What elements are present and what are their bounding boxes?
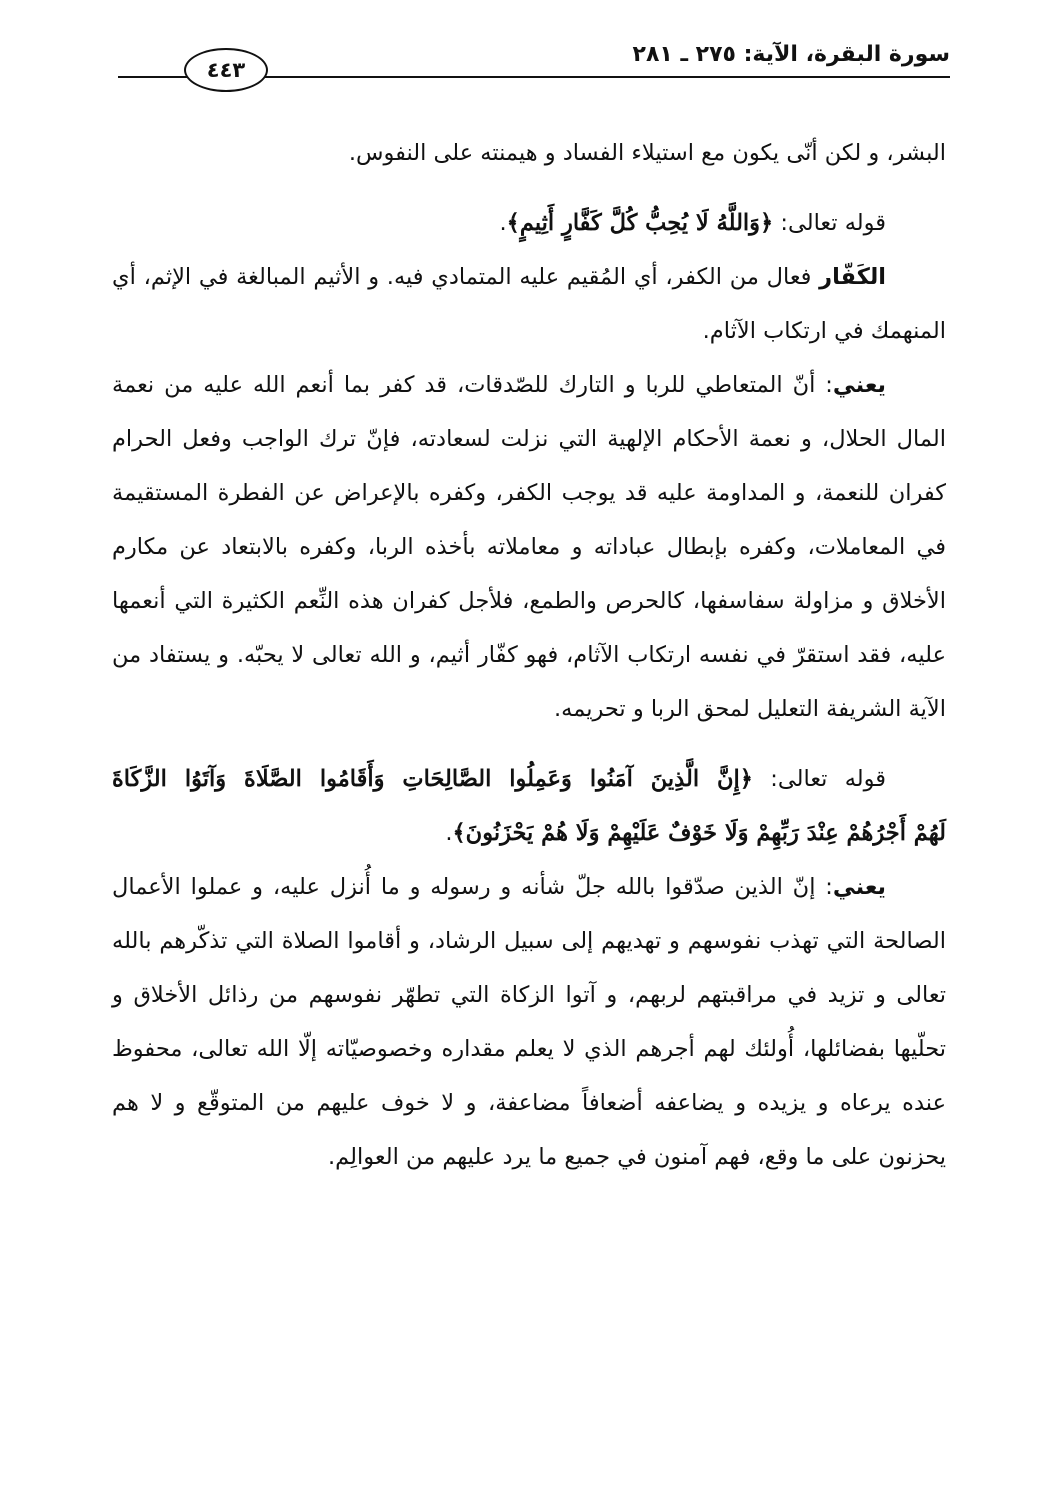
commentary-paragraph — [112, 358, 946, 736]
quran-verse: ﴿وَاللَّهُ لَا يُحِبُّ كُلَّ كَفَّارٍ أَثِيمٍ﴾ — [506, 210, 774, 236]
defined-term: الكَفّار — [819, 264, 886, 290]
page-number: ٤٤٣ — [184, 48, 268, 92]
verse-intro: قوله تعالى: — [773, 210, 886, 236]
verse-paragraph-2 — [112, 752, 946, 806]
page-header — [118, 38, 950, 84]
commentary-label: يعني — [832, 372, 886, 398]
commentary-paragraph-2 — [112, 860, 946, 1184]
page-body — [112, 126, 946, 1184]
verse-intro-2: قوله تعالى: — [753, 766, 887, 792]
verse-paragraph — [112, 196, 946, 250]
commentary-label-2: يعني — [832, 874, 886, 900]
paragraph-text: البشر، و لكن أنّى يكون مع استيلاء الفساد و هيمنته على النفوس. — [348, 140, 946, 166]
verse-paragraph-2-cont — [112, 806, 946, 860]
verse-end-2: . — [445, 820, 453, 846]
verse-end: . — [499, 210, 507, 236]
quran-verse-2-line-1: ﴿إِنَّ الَّذِينَ آمَنُوا وَعَمِلُوا الصَّالِحَاتِ وَأَقَامُوا الصَّلَاةَ وَآتَوُا الزَّكَاةَ — [112, 766, 753, 792]
commentary-text: : أنّ المتعاطي للربا و التارك للصّدقات، قد كفر بما أنعم الله عليه من نعمة المال الحلال، و نعمة الأحكام الإلهية التي نزلت لسعادته، فإنّ ترك الواجب وفعل الحرام كفران للنعمة، و المداومة عليه قد يوجب الكفر، وكفره بالإعراض عن الفطرة المستقيمة في المعاملات، وكفره بإبطال عباداته و معاملاته بأخذه الربا، وكفره بالابتعاد عن مكارم الأخلاق و مزاولة سفاسفها، كالحرص والطمع، فلأجل كفران هذه النِّعم الكثيرة التي أنعمها عليه، فقد استقرّ في نفسه ارتكاب الآثام، فهو كفّار أثيم، و الله تعالى لا يحبّه. و يستفاد من الآية الشريفة التعليل لمحق الربا و تحريمه. — [112, 372, 946, 722]
commentary-text-2: : إنّ الذين صدّقوا بالله جلّ شأنه و رسوله و ما أُنزل عليه، و عملوا الأعمال الصالحة التي تهذب نفوسهم و تهديهم إلى سبيل الرشاد، و أقاموا الصلاة التي تذكّرهم بالله تعالى و تزيد في مراقبتهم لربهم، و آتوا الزكاة التي تطهّر نفوسهم من رذائل الأخلاق و تحلّيها بفضائلها، أُولئك لهم أجرهم الذي لا يعلم مقداره وخصوصيّاته إلّا الله تعالى، محفوظ عنده يرعاه و يزيده و يضاعفه أضعافاً مضاعفة، و لا خوف عليهم من المتوقّع و لا هم يحزنون على ما وقع، فهم آمنون في جميع ما يرد عليهم من العوالِم. — [112, 874, 946, 1170]
paragraph-continuation — [112, 126, 946, 180]
quran-verse-2-line-2: لَهُمْ أَجْرُهُمْ عِنْدَ رَبِّهِمْ وَلَا خَوْفٌ عَلَيْهِمْ وَلَا هُمْ يَحْزَنُونَ﴾ — [452, 820, 946, 846]
definition-paragraph — [112, 250, 946, 358]
running-title: سورة البقرة، الآية: ٢٧٥ ـ ٢٨١ — [632, 42, 950, 67]
definition-text: فعال من الكفر، أي المُقيم عليه المتمادي فيه. و الأثيم المبالغة في الإثم، أي المنهمك في ارتكاب الآثام. — [112, 264, 946, 344]
